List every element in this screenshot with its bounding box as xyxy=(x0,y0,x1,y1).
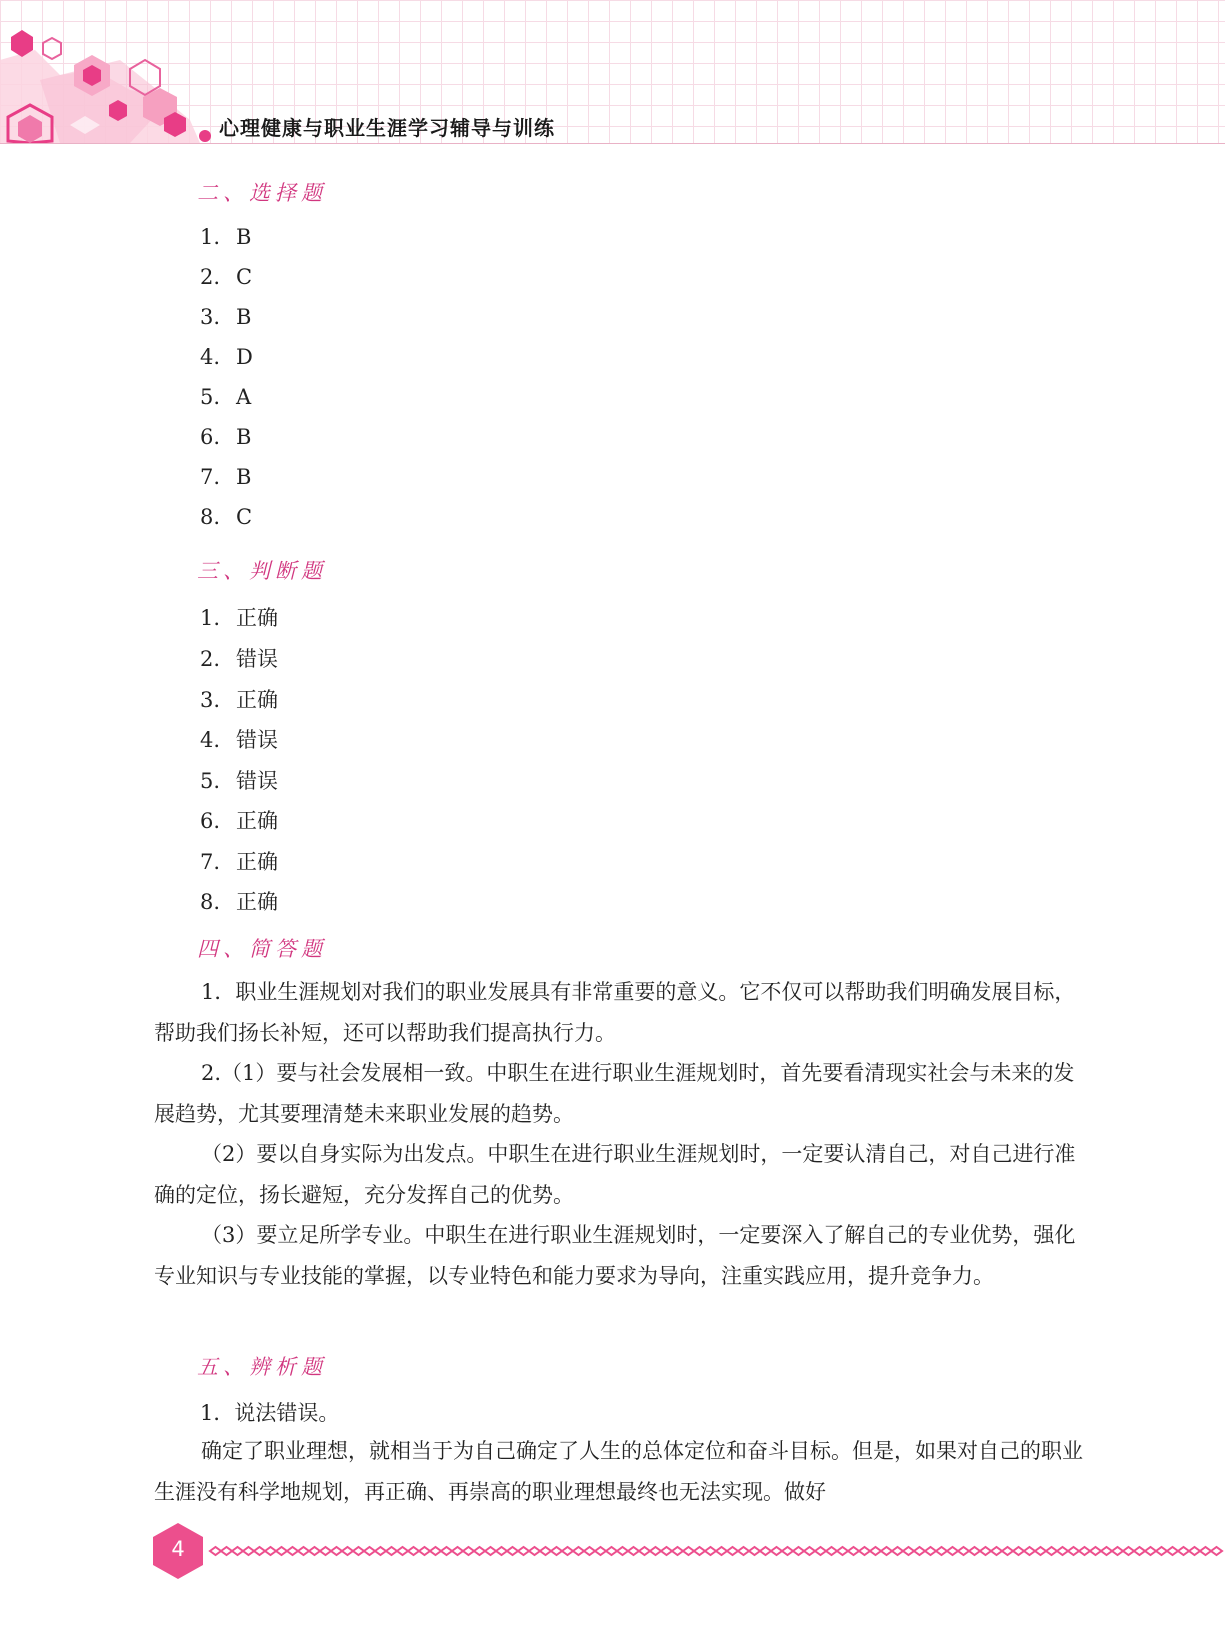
item-answer: 错误 xyxy=(236,769,278,793)
item-answer: 正确 xyxy=(236,809,278,833)
item-answer: 错误 xyxy=(236,647,278,671)
item-number: 1. xyxy=(200,606,221,630)
item-answer: C xyxy=(236,265,253,289)
list-item xyxy=(200,305,251,329)
list-item: 1．说法错误。 xyxy=(200,1401,340,1425)
answer-paragraph: 1．职业生涯规划对我们的职业发展具有非常重要的意义。它不仅可以帮助我们明确发展目标，帮助我们扬长补短，还可以帮助我们提高执行力。 xyxy=(154,980,1076,1045)
section-title-short-answer: 四、简答题 xyxy=(197,937,327,961)
item-number: 3. xyxy=(200,688,221,712)
list-item xyxy=(200,886,278,916)
item-answer: 正确 xyxy=(236,606,278,630)
list-item xyxy=(200,765,278,795)
section-title-analysis: 五、辨析题 xyxy=(197,1355,327,1379)
item-number: 8. xyxy=(200,505,221,529)
answer-paragraph: （3）要立足所学专业。中职生在进行职业生涯规划时，一定要深入了解自己的专业优势，强化专业知识与专业技能的掌握，以专业特色和能力要求为导向，注重实践应用，提升竞争力。 xyxy=(154,1223,1076,1288)
list-item xyxy=(200,643,278,673)
item-answer: 正确 xyxy=(236,850,278,874)
item-answer: B xyxy=(236,465,252,489)
item-number: 4. xyxy=(200,728,221,752)
list-item xyxy=(200,425,251,449)
list-item xyxy=(200,385,251,409)
chain-link xyxy=(1211,1547,1222,1555)
book-title: 心理健康与职业生涯学习辅导与训练 xyxy=(219,116,555,140)
item-number: 7. xyxy=(200,465,221,489)
item-number: 1. xyxy=(200,225,221,249)
item-answer: B xyxy=(236,225,252,249)
item-answer: D xyxy=(236,345,253,369)
item-number: 6. xyxy=(200,809,221,833)
item-number: 2. xyxy=(200,265,221,289)
item-number: 5. xyxy=(200,769,221,793)
item-answer: 错误 xyxy=(236,728,278,752)
item-number: 7. xyxy=(200,850,221,874)
list-item xyxy=(200,805,278,835)
item-number: 5. xyxy=(200,385,221,409)
item-answer: A xyxy=(236,385,252,409)
item-number: 3. xyxy=(200,305,221,329)
item-answer: 正确 xyxy=(236,688,278,712)
page-number: 4 xyxy=(171,1537,185,1561)
section-title-judge: 三、判断题 xyxy=(197,559,327,583)
list-item xyxy=(200,505,252,529)
list-item xyxy=(200,345,253,369)
list-item xyxy=(200,225,251,249)
item-number: 8. xyxy=(200,890,221,914)
list-item xyxy=(200,265,252,289)
answer-paragraph: （2）要以自身实际为出发点。中职生在进行职业生涯规划时，一定要认清自己，对自己进行准确的定位，扬长避短，充分发挥自己的优势。 xyxy=(154,1142,1076,1207)
item-answer: 正确 xyxy=(236,890,278,914)
list-item xyxy=(200,602,278,632)
item-number: 2. xyxy=(200,647,221,671)
item-answer: C xyxy=(236,505,253,529)
list-item xyxy=(200,465,251,489)
answer-paragraph: 确定了职业理想，就相当于为自己确定了人生的总体定位和奋斗目标。但是，如果对自己的职业生涯没有科学地规划，再正确、再崇高的职业理想最终也无法实现。做好 xyxy=(154,1439,1083,1504)
list-item xyxy=(200,684,278,714)
hexagon-decoration xyxy=(0,0,215,143)
answer-paragraph: 2.（1）要与社会发展相一致。中职生在进行职业生涯规划时，首先要看清现实社会与未来的发展趋势，尤其要理清楚未来职业发展的趋势。 xyxy=(154,1061,1075,1126)
item-number: 4. xyxy=(200,345,221,369)
section-title-choice: 二、选择题 xyxy=(197,181,327,205)
page-header xyxy=(0,0,1225,144)
list-item xyxy=(200,846,278,876)
item-answer: B xyxy=(236,425,252,449)
list-item xyxy=(200,724,278,754)
item-answer: B xyxy=(236,305,252,329)
item-number: 6. xyxy=(200,425,221,449)
